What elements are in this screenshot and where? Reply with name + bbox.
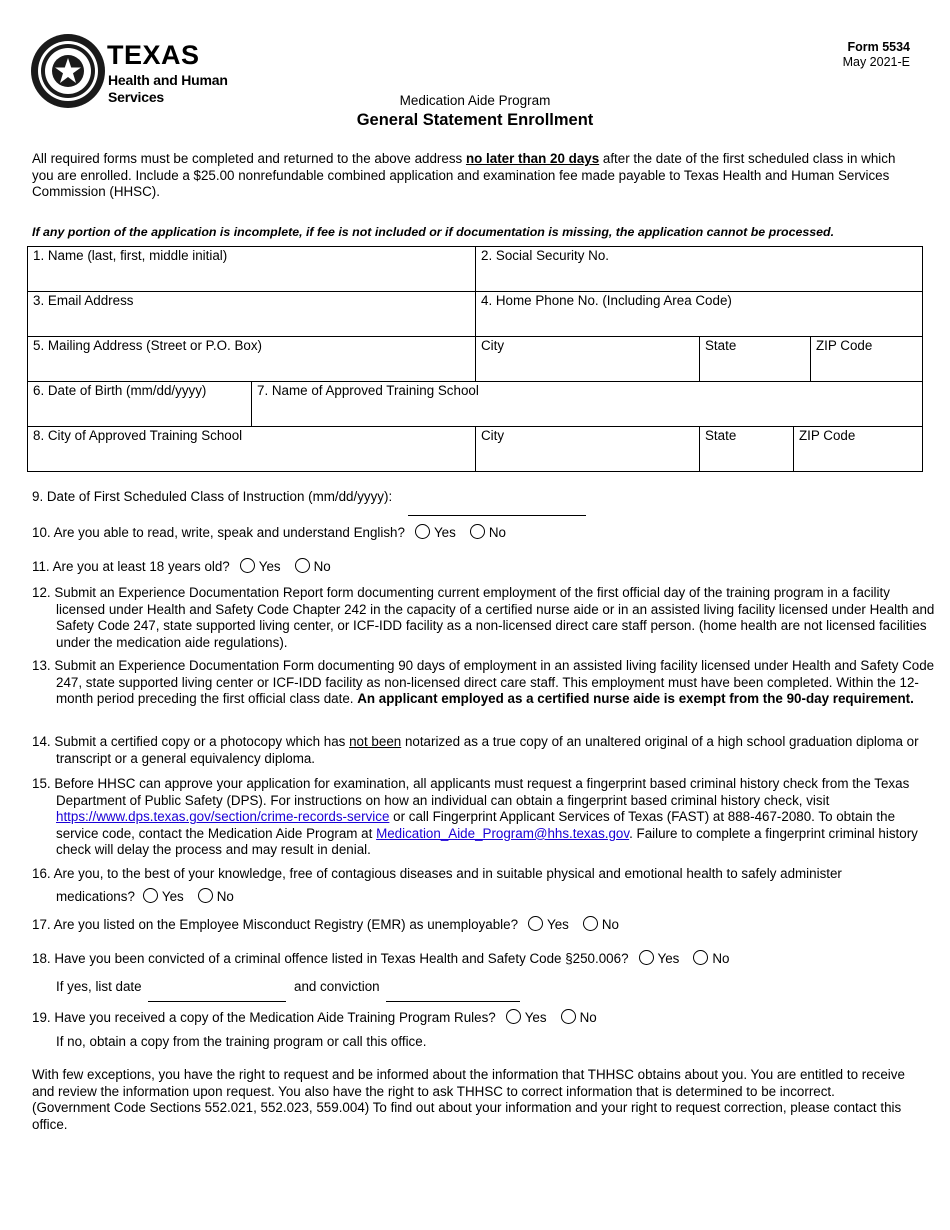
conviction-date-label: If yes, list date [56, 979, 142, 994]
q10-no-radio[interactable] [470, 524, 485, 539]
ssn-field[interactable] [476, 247, 923, 292]
form-number: Form 5534 [847, 40, 910, 54]
form-number-block [843, 40, 910, 69]
conviction-date-input[interactable] [148, 1000, 286, 1002]
conviction-label: and conviction [294, 979, 380, 994]
mailing-address-field[interactable] [28, 337, 476, 382]
dob-label: 6. Date of Birth (mm/dd/yyyy) [33, 383, 207, 398]
school-name-label: 7. Name of Approved Training School [257, 383, 479, 398]
q11-no-radio[interactable] [295, 558, 310, 573]
q17-no-label: No [601, 917, 620, 932]
mailing-zip-field[interactable] [811, 337, 923, 382]
email-label: 3. Email Address [33, 293, 134, 308]
home-phone-field[interactable] [476, 292, 923, 337]
question-13 [32, 658, 941, 708]
question-17-text: 17. Are you listed on the Employee Misconduct Registry (EMR) as unemployable? [32, 917, 519, 932]
logo-line-3: Services [108, 89, 165, 105]
q18-no-label: No [712, 951, 730, 966]
state-label: State [705, 338, 737, 353]
question-9-text: 9. Date of First Scheduled Class of Instruction (mm/dd/yyyy): [32, 489, 393, 504]
zip-label: ZIP Code [799, 428, 856, 443]
q10-yes-radio[interactable] [415, 524, 430, 539]
school-zip-field[interactable] [794, 427, 923, 472]
question-16: 16. Are you, to the best of your knowledge, free of contagious diseases and in suitable physical and emotional health to safely administer [32, 866, 842, 881]
state-label: State [705, 428, 737, 443]
question-18-text: 18. Have you been convicted of a criminal offence listed in Texas Health and Safety Code §250.006? [32, 951, 629, 966]
question-19 [32, 1009, 917, 1027]
question-19-note: If no, obtain a copy from the training program or call this office. [56, 1034, 427, 1049]
question-15-text-1: 15. Before HHSC can approve your application for examination, all applicants must request a fingerprint based criminal history check from the Texas Department of Public Safety (DPS). For instructions on how an individual can obtain a fingerprint based criminal history check, visit [32, 776, 910, 808]
name-field[interactable] [28, 247, 476, 292]
zip-label: ZIP Code [816, 338, 873, 353]
school-name-field[interactable] [252, 382, 923, 427]
mailing-city-field[interactable] [476, 337, 700, 382]
intro-text-1: All required forms must be completed and returned to the above address [32, 151, 466, 166]
school-city-field[interactable] [28, 427, 476, 472]
program-name: Medication Aide Program [399, 93, 551, 108]
q11-no-label: No [313, 559, 331, 574]
school-state-field[interactable] [700, 427, 794, 472]
city-label: City [481, 428, 505, 443]
question-11 [32, 558, 917, 576]
question-19-text: 19. Have you received a copy of the Medication Aide Training Program Rules? [32, 1010, 496, 1025]
question-13-exemption: An applicant employed as a certified nurse aide is exempt from the 90-day requirement. [357, 691, 914, 707]
dob-field[interactable] [28, 382, 252, 427]
first-class-date-input[interactable] [408, 514, 586, 516]
table-row [28, 382, 923, 427]
q16-yes-radio[interactable] [143, 888, 158, 903]
school-city2-field[interactable] [476, 427, 700, 472]
question-18 [32, 950, 917, 968]
q10-yes-label: Yes [433, 525, 456, 540]
q18-yes-label: Yes [657, 951, 680, 966]
question-10-text: 10. Are you able to read, write, speak and understand English? [32, 525, 405, 540]
question-11-text: 11. Are you at least 18 years old? [32, 559, 230, 574]
q11-yes-radio[interactable] [240, 558, 255, 573]
privacy-notice: With few exceptions, you have the right to request and be informed about the information that THHSC obtains about you. You are entitled to receive and review the information upon request. You also have the right to ask THHSC to correct information that is determined to be incorrect. (Government Code Sections 552.021, 552.023, 559.004) To find out about your information and your right to request correction, please contact this office. [32, 1067, 905, 1132]
question-17 [32, 916, 917, 934]
home-phone-label: 4. Home Phone No. (Including Area Code) [481, 293, 732, 308]
question-16-line-2 [56, 888, 941, 906]
question-9 [32, 489, 917, 506]
q16-yes-label: Yes [161, 889, 184, 904]
question-15 [32, 776, 941, 859]
name-label: 1. Name (last, first, middle initial) [33, 248, 228, 263]
q19-yes-radio[interactable] [506, 1009, 521, 1024]
medication-aide-email-link[interactable]: Medication_Aide_Program@hhs.texas.gov [376, 825, 630, 841]
q18-no-radio[interactable] [693, 950, 708, 965]
q16-no-label: No [216, 889, 234, 904]
form-date: May 2021-E [842, 54, 910, 69]
q18-yes-radio[interactable] [639, 950, 654, 965]
q19-no-radio[interactable] [561, 1009, 576, 1024]
conviction-input[interactable] [386, 1000, 520, 1002]
logo-texas-text: TEXAS [107, 40, 200, 70]
intro-deadline: no later than 20 days [465, 151, 600, 166]
q19-yes-label: Yes [524, 1010, 547, 1025]
q17-no-radio[interactable] [583, 916, 598, 931]
question-15-text-3: . Failure to complete a fingerprint criminal history check will delay the process and may result in denial. [56, 825, 918, 858]
applicant-info-table [27, 246, 923, 472]
table-row [28, 292, 923, 337]
question-10 [32, 524, 917, 542]
q10-no-label: No [488, 525, 506, 540]
question-14 [32, 734, 941, 767]
table-row [28, 247, 923, 292]
table-row [28, 427, 923, 472]
intro-paragraph [32, 151, 917, 201]
question-14-not-been: not been [349, 734, 402, 749]
ssn-label: 2. Social Security No. [481, 248, 610, 263]
dps-crime-records-link[interactable]: https://www.dps.texas.gov/section/crime-records-service [56, 809, 390, 825]
school-city-label: 8. City of Approved Training School [33, 428, 243, 443]
q17-yes-radio[interactable] [528, 916, 543, 931]
incomplete-warning: If any portion of the application is incomplete, if fee is not included or if documentation is missing, the application cannot be processed. [32, 225, 835, 239]
page-title: General Statement Enrollment [356, 111, 594, 129]
city-label: City [481, 338, 505, 353]
logo-line-2: Health and Human [108, 72, 228, 88]
table-row [28, 337, 923, 382]
question-15-text-2: or call Fingerprint Applicant Services of Texas (FAST) at 888-467-2080. To obtain the service code, contact the Medication Aide Program at [56, 809, 896, 841]
question-16-text: medications? [56, 889, 135, 904]
question-13-text: 13. Submit an Experience Documentation Form documenting 90 days of employment in an assisted living facility licensed under Health and Safety Code 247, state supported living center or ICF-IDD facility as non-licensed direct care staff. This employment must have been completed. Within the 12-month period preceding the first official class date. [32, 658, 935, 707]
mailing-state-field[interactable] [700, 337, 811, 382]
question-14-text-2: notarized as a true copy of an unaltered original of a high school graduation diploma or transcript or a general equivalency diploma. [56, 734, 919, 766]
email-field[interactable] [28, 292, 476, 337]
q19-no-label: No [579, 1010, 597, 1025]
q16-no-radio[interactable] [198, 888, 213, 903]
q11-yes-label: Yes [258, 559, 281, 574]
mailing-address-label: 5. Mailing Address (Street or P.O. Box) [33, 338, 262, 353]
question-12: 12. Submit an Experience Documentation Report form documenting current employment of the first official day of the training program in a facility licensed under Health and Safety Code Chapter 242 in the capacity of a certified nurse aide or in an assisted living facility licensed under Health and Safety Code 247, state supported living center, or ICF-IDD facility as a non-licensed direct care staff person. (home health are not licensed facilities under the medication aide regulations). [32, 585, 935, 650]
question-14-text-1: 14. Submit a certified copy or a photocopy which has [32, 734, 350, 749]
intro-text-2: after the date of the first scheduled class in which you are enrolled. Include a $25.00 nonrefundable combined application and examination fee made payable to Texas Health and Human Services Commission (HHSC). [32, 151, 896, 200]
q17-yes-label: Yes [547, 917, 569, 932]
